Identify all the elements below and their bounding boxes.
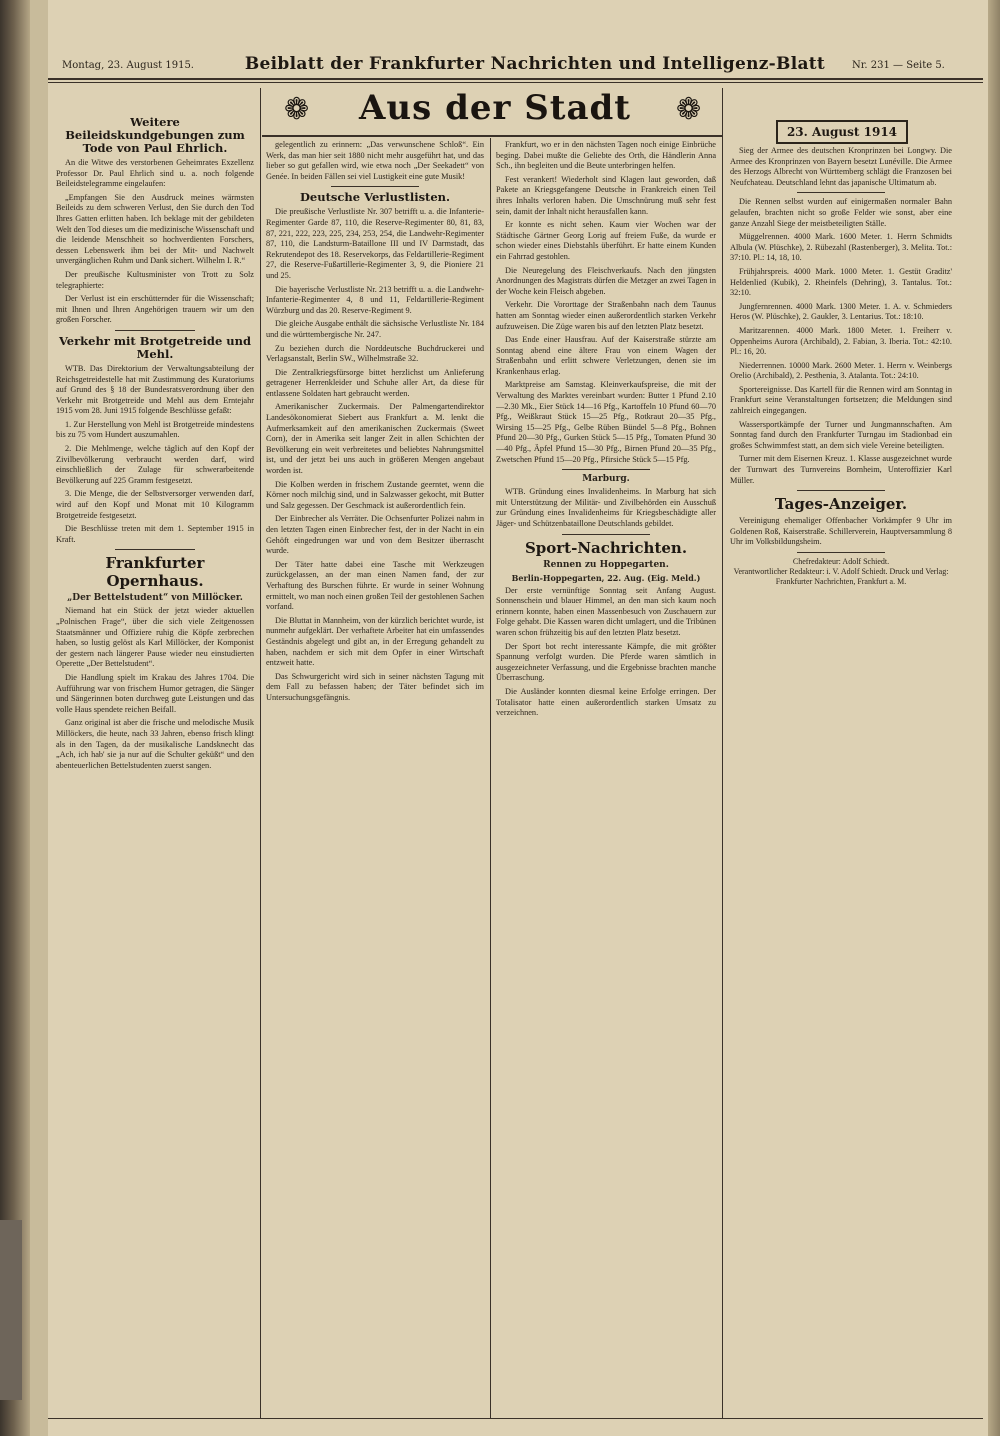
paragraph: Sieg der Armee des deutschen Kronprinzen bei Longwy. Die Armee des Kronprinzen von Bayern besetzt Lunéville. Die Armee des Herzogs Albrecht von Württemberg schlägt die Franzosen bei Neufchateau. Deutschland lehnt das japanische Ultimatum ab. <box>730 146 952 187</box>
paragraph: 3. Die Menge, die der Selbstversorger verwenden darf, wird auf den Kopf und Monat mit 10 Kilogramm Brotgetreide festgesetzt. <box>56 489 254 520</box>
separator <box>797 552 886 553</box>
paragraph: Frühjahrspreis. 4000 Mark. 1000 Meter. 1. Gestüt Graditz' Heldenlied (Kubik), 2. Rheinfels (Dehring), 3. Tantalus. Tot.: 32:10. <box>730 266 952 298</box>
paragraph: Müggelrennen. 4000 Mark. 1600 Meter. 1. Herrn Schmidts Albula (W. Plüschke), 2. Rübezahl (Rastenberger), 3. Melita. Tot.: 37:10. Pl.: 14, 18, 10. <box>730 232 952 263</box>
column-4 <box>730 146 952 1418</box>
column-divider-3 <box>722 88 723 1418</box>
paragraph: Die Handlung spielt im Krakau des Jahres 1704. Die Aufführung war von frischem Humor getragen, die Sänger und Sängerinnen boten durchweg gute Leistungen und das volle Haus spendete reichen Beifall. <box>56 672 254 714</box>
headline-opernhaus: Frankfurter Opernhaus. <box>105 554 205 591</box>
paragraph: Er konnte es nicht sehen. Kaum vier Wochen war der Städtische Gärtner Georg Lorig auf freiem Fuße, da wurde er schon wieder eines Diebstahls überführt. Er hatte einem Kunden ein Fahrrad gestohlen. <box>496 220 716 261</box>
dateline-hoppegarten: Berlin-Hoppegarten, 22. Aug. (Eig. Meld.) <box>511 572 701 583</box>
separator <box>562 469 650 470</box>
separator <box>115 330 194 331</box>
torn-margin <box>0 1220 22 1400</box>
paragraph: Die Bluttat in Mannheim, von der kürzlich berichtet wurde, ist nunmehr aufgeklärt. Der verhaftete Arbeiter hat ein umfassendes Geständnis abgelegt und gibt an, in der Erregung gehandelt zu haben, nachdem er sich mit dem Opfer in einer Wirtschaft entzweit hatte. <box>266 615 484 668</box>
paragraph: Verkehr. Die Vororttage der Straßenbahn nach dem Taunus hatten am Sonntag wieder einen außerordentlich starken Verkehr aufzuweisen. Die Züge waren bis auf den letzten Platz besetzt. <box>496 300 716 331</box>
paragraph: 1. Zur Herstellung von Mehl ist Brotgetreide mindestens bis zu 75 vom Hundert auszumahlen. <box>56 419 254 440</box>
header-rule <box>48 78 983 80</box>
column-divider-2 <box>490 138 491 1418</box>
header-rule-thin <box>48 82 983 83</box>
column-divider-1 <box>260 88 261 1418</box>
ornament-left-icon: ❁ <box>284 92 310 127</box>
paragraph: Die Neuregelung des Fleischverkaufs. Nach den jüngsten Anordnungen des Magistrats dürfen die Metzger an zwei Tagen in der Woche kein Fleisch abgeben. <box>496 265 716 296</box>
paragraph: Die Kolben werden in frischem Zustande geerntet, wenn die Körner noch milchig sind, und in Salzwasser gekocht, mit Butter und Salz gegessen. Der Geschmack ist außerordentlich fein. <box>266 479 484 510</box>
imprint: Verantwortlicher Redakteur: i. V. Adolf Schiedt. Druck und Verlag: Frankfurter Nachrichten, Frankfurt a. M. <box>733 567 949 586</box>
paragraph: Vereinigung ehemaliger Offenbacher Vorkämpfer 9 Uhr im Goldenen Roß, Kaiserstraße. Schillerverein, Hauptversammlung 8 Uhr im Volksbildungsheim. <box>730 516 952 547</box>
paragraph: Amerikanischer Zuckermais. Der Palmengartendirektor Landesökonomierat Siebert aus Frankfurt a. M. lenkt die Aufmerksamkeit auf den amerikanischen Zuckermais (Sweet Corn), der in Amerika seit langer Zeit in allen Schichten der Bevölkerung ein weit verbreitetes und beliebtes Nahrungsmittel ist, und der jetzt bei uns auch in größeren Mengen angebaut worden ist. <box>266 402 484 476</box>
paragraph: Die Rennen selbst wurden auf einigermaßen normaler Bahn gelaufen, brachten nicht so große Felder wie sonst, aber eine ganze Anzahl Siege der meistbeteiligten Ställe. <box>730 197 952 228</box>
paragraph: Die bayerische Verlustliste Nr. 213 betrifft u. a. die Landwehr-Infanterie-Regimenter 4, 8 und 11, Feldartillerie-Regiment Würzburg und das 20. Reserve-Regiment 9. <box>266 284 484 315</box>
column-1 <box>56 112 254 1417</box>
paragraph: gelegentlich zu erinnern: „Das verwunschene Schloß“. Ein Werk, das man hier seit 1880 nicht mehr ausgeführt hat, und das lieber so gut gefallen wird, wie etwa noch „Der Seekadett“ von Genée. In beiden Fällen sei viel Lustigkeit eine gute Musik! <box>266 140 484 181</box>
title-underline <box>262 135 722 137</box>
left-page-edge <box>30 0 49 1436</box>
paragraph: Der erste vernünftige Sonntag seit Anfang August. Sonnenschein und blauer Himmel, an den man sich kaum noch erinnern konnte, haben einen Massenbesuch von Zuschauern zur Folge gehabt. Die Kassen waren dicht umlagert, und die Tribünen waren schon frühzeitig bis auf den letzten Platz besetzt. <box>496 585 716 637</box>
page-number: Nr. 231 — Seite 5. <box>852 60 945 71</box>
paragraph: Der Verlust ist ein erschütternder für die Wissenschaft; mit Ihnen und Ihren Angehörigen trauern wir um den großen Forscher. <box>56 294 254 325</box>
masthead: Beiblatt der Frankfurter Nachrichten und Intelligenz-Blatt <box>244 54 826 74</box>
column-3 <box>496 140 716 1417</box>
headline-ehrlich: Weitere Beileidskundgebungen zum Tode von Paul Ehrlich. <box>65 115 245 155</box>
issue-date: Montag, 23. August 1915. <box>62 60 194 71</box>
headline-tages-anzeiger: Tages-Anzeiger. <box>774 495 908 514</box>
paragraph: An die Witwe des verstorbenen Geheimrates Exzellenz Professor Dr. Paul Ehrlich sind u. a. noch folgende Beileidstelegramme eingelaufen: <box>56 158 254 189</box>
anniversary-date-box: 23. August 1914 <box>776 120 908 144</box>
paragraph: Die Zentralkriegsfürsorge bittet herzlichst um Anlieferung getragener Herrenkleider und Schuhe aller Art, da diese für entlassene Soldaten hart gebraucht werden. <box>266 367 484 398</box>
separator <box>562 534 650 535</box>
paragraph: Die Ausländer konnten diesmal keine Erfolge erringen. Der Totalisator hatte einen außerordentlich starken Umsatz zu verzeichnen. <box>496 686 716 718</box>
paragraph: Zu beziehen durch die Norddeutsche Buchdruckerei und Verlagsanstalt, Berlin SW., Wilhelmstraße 32. <box>266 343 484 364</box>
paragraph: Jungfernrennen. 4000 Mark. 1300 Meter. 1. A. v. Schmieders Heros (W. Plüschke), 2. Gaukler, 3. Lentarius. Tot.: 18:10. <box>730 301 952 322</box>
footer-rule <box>48 1418 983 1419</box>
paragraph: Der Täter hatte dabei eine Tasche mit Werkzeugen zurückgelassen, an der man einen Namen fand, der zur Verhaftung des Burschen führte. Er wurde in seiner Wohnung ermittelt, wo man noch einen großen Teil der gestohlenen Sachen vorfand. <box>266 559 484 612</box>
headline-sport: Sport-Nachrichten. <box>524 538 688 557</box>
paragraph: Niederrennen. 10000 Mark. 2600 Meter. 1. Herrn v. Weinbergs Orelio (Archibald), 2. Pesthenia, 3. Atalanta. Tot.: 24:10. <box>730 360 952 381</box>
paragraph: Die Beschlüsse treten mit dem 1. September 1915 in Kraft. <box>56 524 254 544</box>
paragraph: Niemand hat ein Stück der jetzt wieder aktuellen „Polnischen Frage“, über die sich viele Zeitgenossen Staatsmänner und Offiziere ruhig die Köpfe zerbrechen haben, so lustig gelöst als Karl Millöcker, der Komponist der gestern nach längerer Pause wieder neu einstudierten Operette „Der Bettelstudent“. <box>56 606 254 669</box>
paragraph: Turner mit dem Eisernen Kreuz. 1. Klasse ausgezeichnet wurde der Turnwart des Turnvereins Bornheim, Unteroffizier Karl Müller. <box>730 454 952 485</box>
separator <box>331 186 418 187</box>
headline-brotgetreide: Verkehr mit Brotgetreide und Mehl. <box>58 333 252 361</box>
paragraph: Der preußische Kultusminister von Trott zu Solz telegraphierte: <box>56 269 254 290</box>
separator <box>797 192 886 193</box>
subheadline-hoppegarten: Rennen zu Hoppegarten. <box>543 559 669 570</box>
paragraph: Der Sport bot recht interessante Kämpfe, die mit größter Spannung verfolgt wurden. Die Pferde waren sämtlich in ausgezeichneter Verfassung, und die Ergebnisse brachten manche Überraschung. <box>496 641 716 683</box>
paragraph: Die preußische Verlustliste Nr. 307 betrifft u. a. die Infanterie-Regimenter Garde 87, 110, die Reserve-Regimenter 80, 81, 83, 87, 221, 222, 223, 225, 234, 253, 254, die Landwehr-Regimenter 87, 110, die Landsturm-Bataillone III und IV Darmstadt, das Rekrutendepot des 18. Reservekorps, das Feldartillerie-Regiment 27, die Reserve-Fußartillerie-Regimenter 3, 9, die Pioniere 21 und 25. <box>266 207 484 280</box>
paragraph: „Empfangen Sie den Ausdruck meines wärmsten Beileids zu dem schweren Verlust, den Sie durch den Tod Ihres Gatten erlitten haben. Ich beklage mit der gebildeten Welt den Tod dieses um die medizinische Wissenschaft und die leidende Menschheit so hochverdienten Forschers, dessen Lebenswerk ihm bei der Mit- und Nachwelt unvergänglichen Ruhm und Dank sichert. Wilhelm I. R.“ <box>56 192 254 266</box>
paragraph: Wassersportkämpfe der Turner und Jungmannschaften. Am Sonntag fand durch den Frankfurter Turngau im Stadionbad ein großes Schwimmfest statt, an dem sich viele Vereine beteiligten. <box>730 419 952 450</box>
section-title: Aus der Stadt <box>358 88 631 128</box>
paragraph: Ganz original ist aber die frische und melodische Musik Millöckers, die heute, nach 33 Jahren, ebenso frisch klingt als in den Tagen, da der musikalische Landsknecht das „Ach, ich hab' sie ja nur auf die Schulter geküßt“ und den abenteuerlichen Bettelstudenten zuerst sangen. <box>56 718 254 770</box>
separator <box>797 490 886 491</box>
paragraph: 2. Die Mehlmenge, welche täglich auf den Kopf der Zivilbevölkerung verbraucht werden darf, wird einschließlich der Zulage für schwerarbeitende Bevölkerung auf 225 Gramm festgesetzt. <box>56 444 254 485</box>
right-page-edge <box>988 0 1000 1436</box>
column-2 <box>266 140 484 1417</box>
paragraph: Die gleiche Ausgabe enthält die sächsische Verlustliste Nr. 184 und die württembergische Nr. 247. <box>266 319 484 339</box>
paragraph: Maritzarennen. 4000 Mark. 1800 Meter. 1. Freiherr v. Oppenheims Aurora (Archibald), 2. Fabian, 3. Iberia. Tot.: 42:10. Pl.: 16, 20. <box>730 325 952 357</box>
chief-editor: Chefredakteur: Adolf Schiedt. <box>792 557 890 566</box>
paragraph: Frankfurt, wo er in den nächsten Tagen noch einige Einbrüche beging. Dabei mußte die Geliebte des Orth, die Händlerin Anna Sch., ihn begleiten und die Beute unterbringen helfen. <box>496 140 716 171</box>
paragraph: Fest verankert! Wiederholt sind Klagen laut geworden, daß Pakete an Kriegsgefangene Deutsche in Frankreich einen Teil ihres Inhalts verloren haben. Die Umschnürung muß sehr fest sein, damit der Inhalt nicht herausfallen kann. <box>496 174 716 216</box>
paragraph: WTB. Das Direktorium der Verwaltungsabteilung der Reichsgetreidestelle hat mit Zustimmung des Kuratoriums auf Grund des § 18 der Bundesratsverordnung über den Verkehr mit Brotgetreide und Mehl aus dem Erntejahr 1915 vom 28. Juni 1915 folgende Beschlüsse gefaßt: <box>56 363 254 416</box>
paragraph: WTB. Gründung eines Invalidenheims. In Marburg hat sich mit Unterstützung der Militär- und Zivilbehörden ein Ausschuß zur Gründung eines Invalidenheims für Kriegsbeschädigte aller Jäger- und Schützenbataillone Deutschlands gebildet. <box>496 487 716 528</box>
subheadline-bettelstudent: „Der Bettelstudent“ von Millöcker. <box>67 593 243 604</box>
paragraph: Das Schwurgericht wird sich in seiner nächsten Tagung mit dem Fall zu befassen haben; der Täter befindet sich im Untersuchungsgefängnis. <box>266 671 484 702</box>
ornament-right-icon: ❁ <box>676 92 702 127</box>
paragraph: Sportereignisse. Das Kartell für die Rennen wird am Sonntag in Frankfurt seine Veranstaltungen fortsetzen; die Meldungen sind zahlreich eingegangen. <box>730 384 952 416</box>
paragraph: Das Ende einer Hausfrau. Auf der Kaiserstraße stürzte am Sonntag abend eine ältere Frau von einem Wagen der Straßenbahn und erlitt schwere Verletzungen, denen sie im Krankenhaus erlag. <box>496 335 716 376</box>
headline-marburg: Marburg. <box>582 474 630 485</box>
separator <box>115 549 194 550</box>
paragraph: Marktpreise am Samstag. Kleinverkaufspreise, die mit der Verwaltung des Marktes vereinbart wurden: Butter 1 Pfund 2.10—2.30 Mk., Eier Stück 14—16 Pfg., Kartoffeln 10 Pfund 60—70 Pfg., Weißkraut Stück 15—25 Pfg., Rotkraut 20—35 Pfg., Wirsing 15—25 Pfg., Gelbe Rüben Bündel 5—8 Pfg., Bohnen Pfund 20—30 Pfg., Gurken Stück 5—15 Pfg., Tomaten Pfund 30—40 Pfg., Äpfel Pfund 15—30 Pfg., Birnen Pfund 20—35 Pfg., Zwetschen Pfund 15—20 Pfg., Pfirsiche Stück 5—15 Pfg. <box>496 380 716 464</box>
headline-verlustlisten: Deutsche Verlustlisten. <box>299 190 451 205</box>
paragraph: Der Einbrecher als Verräter. Die Ochsenfurter Polizei nahm in den letzten Tagen einen Einbrecher fest, der in der Nacht in ein Gehöft eingedrungen war und von dem Besitzer überrascht wurde. <box>266 514 484 556</box>
